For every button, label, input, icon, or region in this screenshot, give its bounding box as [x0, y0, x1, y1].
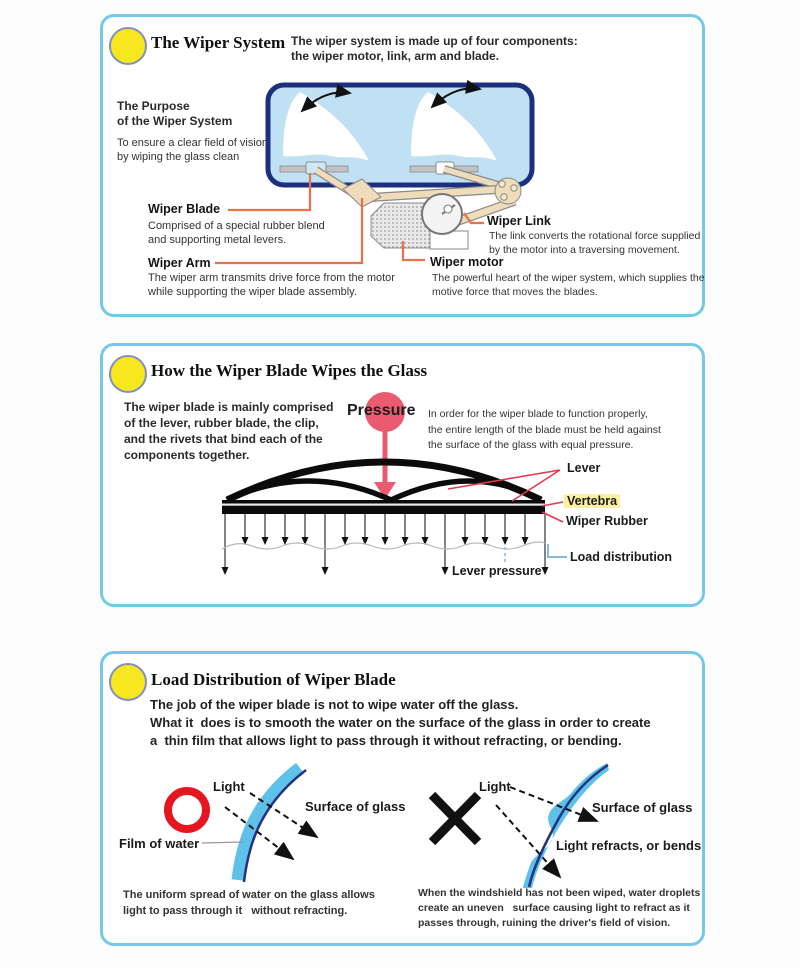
- purpose-body: To ensure a clear field of vision by wiping the glass clean: [117, 137, 269, 163]
- purpose-heading: The Purpose of the Wiper System: [117, 99, 233, 128]
- pivot-cluster-right: [495, 178, 521, 204]
- wiper-motor-desc: The powerful heart of the wiper system, which supplies the motive force that moves the blades.: [432, 272, 705, 298]
- light-label-good: Light: [213, 779, 245, 794]
- water-film-uneven: [523, 763, 609, 888]
- good-caption: The uniform spread of water on the glass allows light to pass through it without refracting.: [123, 889, 375, 917]
- wiper-blade-desc: Comprised of a special rubber blend and supporting metal levers.: [148, 220, 325, 246]
- bad-caption: When the windshield has not been wiped, water droplets create an uneven surface causing light to refract as it passes through, ruining the driver's field of vision.: [418, 887, 701, 929]
- wiper-arm-label: Wiper Arm: [148, 256, 211, 270]
- vertebra-strip: [222, 504, 545, 506]
- lever-pressure-label: Lever pressure: [452, 564, 542, 578]
- pressure-label: Pressure: [347, 402, 416, 419]
- load-distribution-curve: [222, 542, 545, 549]
- equal-pressure-text: In order for the wiper blade to function properly, the entire length of the blade must be held against the surface of the glass with equal pressure.: [428, 408, 661, 451]
- wiper-link-label: Wiper Link: [487, 214, 551, 228]
- light-refracts-label: Light refracts, or bends: [556, 838, 702, 853]
- vertebra-label: Vertebra: [564, 494, 620, 508]
- load-label-line: [548, 544, 567, 557]
- yoke-arch-left: [227, 481, 391, 500]
- blade-bar: [222, 500, 545, 514]
- glass-surface-line-right: [529, 765, 608, 887]
- wiper-motor-label: Wiper motor: [430, 255, 504, 269]
- section-title: Load Distribution of Wiper Blade: [151, 670, 396, 689]
- intro-text: The wiper system is made up of four components: the wiper motor, link, arm and blade.: [291, 34, 578, 63]
- blade-pressure-diagram: [103, 346, 703, 604]
- wiper-link-desc: The link converts the rotational force supplied by the motor into a traversing movement.: [489, 230, 701, 256]
- surface-of-glass-label-bad: Surface of glass: [592, 800, 693, 815]
- load-distribution-label: Load distribution: [570, 550, 673, 564]
- blade-composition-text: The wiper blade is mainly comprised of the lever, rubber blade, the clip, and the rivets that bind each of the components together.: [124, 400, 334, 462]
- surface-of-glass-label-good: Surface of glass: [305, 799, 406, 814]
- film-of-water-line: [202, 842, 243, 843]
- refraction-diagrams: [103, 755, 703, 900]
- lever-label: Lever: [567, 461, 601, 475]
- page-title: The Wiper System: [151, 33, 286, 52]
- wiper-motor: [371, 194, 468, 249]
- wiper-arm-desc: The wiper arm transmits drive force from the motor while supporting the wiper blade assembly.: [148, 272, 395, 298]
- bad-mark-icon: [432, 795, 478, 842]
- wiper-blade-label: Wiper Blade: [148, 202, 221, 216]
- section-bullet-icon: [109, 663, 147, 701]
- film-of-water-label: Film of water: [119, 836, 200, 851]
- load-distribution-intro: The job of the wiper blade is not to wipe water off the glass. What it does is to smooth the water on the surface of the glass in order to create a thin film that allows light to pass through it without refracting, or bending.: [150, 697, 651, 748]
- good-mark-icon: [168, 791, 206, 829]
- wiper-rubber-label: Wiper Rubber: [566, 514, 648, 528]
- section-title: How the Wiper Blade Wipes the Glass: [151, 361, 428, 380]
- light-label-bad: Light: [479, 779, 511, 794]
